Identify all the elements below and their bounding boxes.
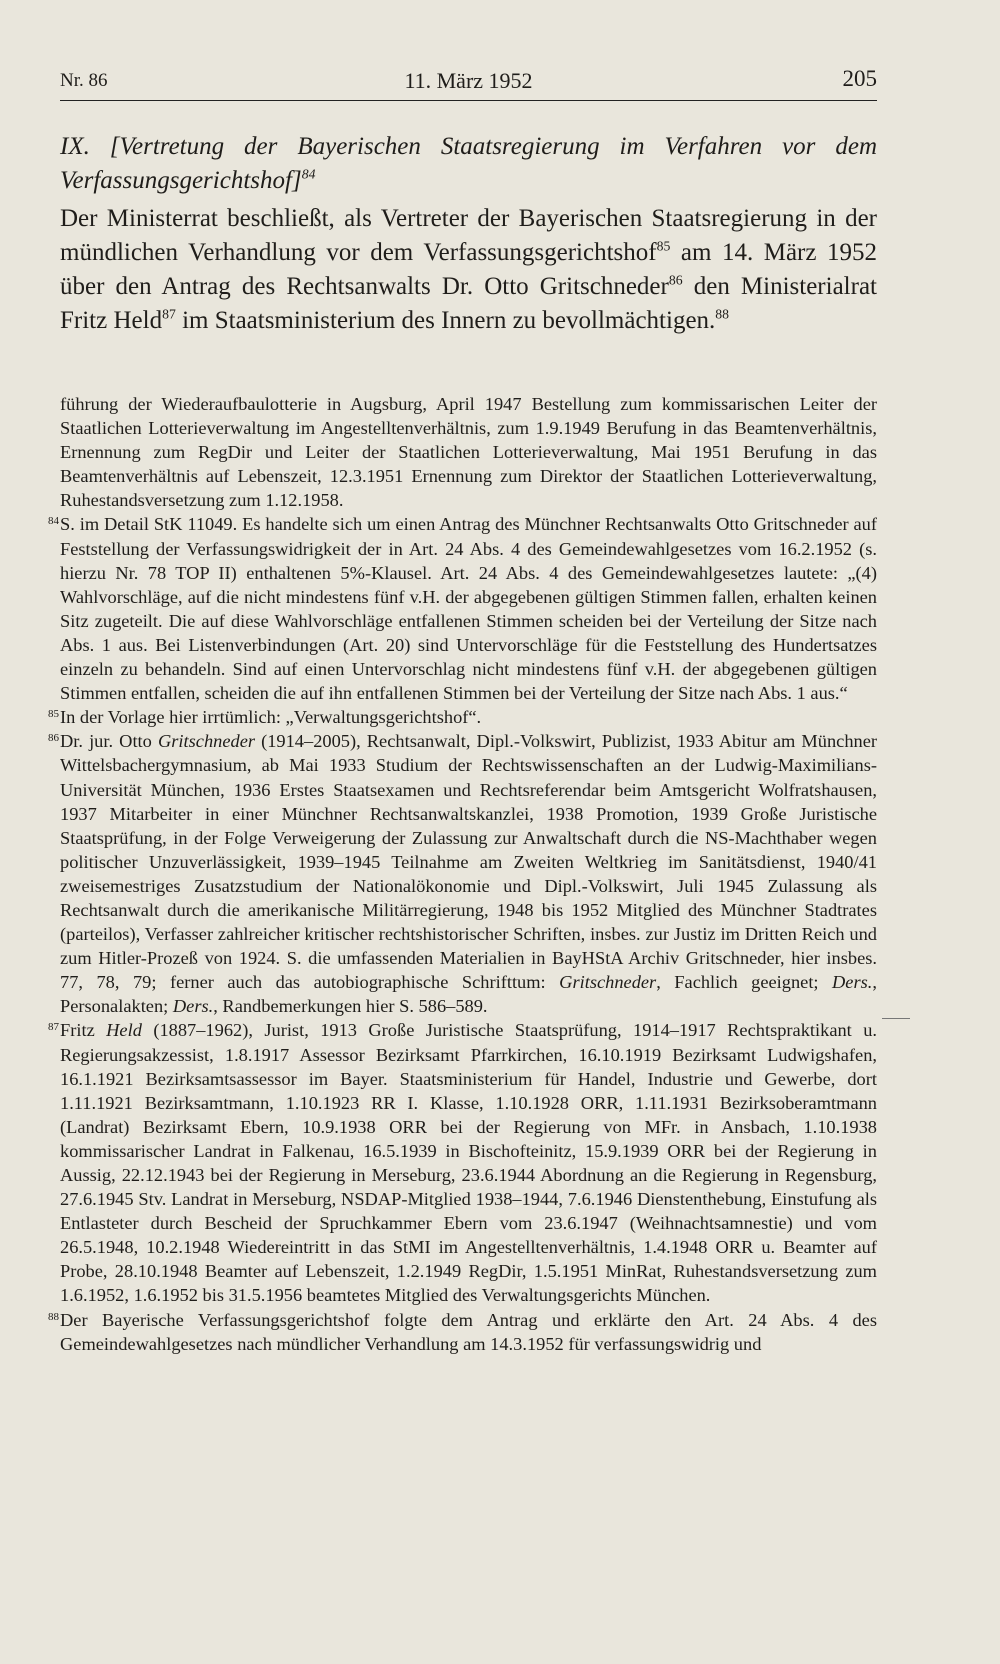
section-heading (60, 130, 877, 198)
footnote-text: S. im Detail StK 11049. Es handelte sich um einen Antrag des Münchner Rechtsanwalts Otto Gritschneder auf Feststellung der Verfassungswidrigkeit der in Art. 24 Abs. 4 des Gemeindewahlgesetzes vom 16.2.1952 (s. hierzu Nr. 78 TOP II) enthaltenen 5%-Klausel. Art. 24 Abs. 4 des Gemeindewahlgesetzes lautete: „(4) Wahlvorschläge, auf die nicht mindestens fünf v.H. der abgegebenen gültigen Stimmen fallen, erhalten keinen Sitz zugeteilt. Die auf diese Wahlvorschläge entfallenen Stimmen scheiden bei der Verteilung der Sitze nach Abs. 1 aus. Bei Listenverbindungen (Art. 20) sind Untervorschläge für die Feststellung des Hundertsatzes einzeln zu behandeln. Sind auf einen Untervorschlag nicht mindestens fünf v.H. der abgegebenen gültigen Stimmen entfallen, scheiden die auf ihn entfallenen Stimmen bei der Verteilung der Sitze nach Abs. 1 aus.“ (60, 514, 877, 704)
footnote-text: (1914–2005), Rechtsanwalt, Dipl.-Volkswirt, Publizist, 1933 Abitur am Münchner Wittelsbachergymnasium, ab Mai 1933 Studium der Rechtswissenschaften an der Ludwig-Maximilians-Universität München, 1936 Erstes Staatsexamen und Rechtsreferendar beim Amtsgericht Wolfratshausen, 1937 Mitarbeiter in einer Münchner Rechtsanwaltskanzlei, 1938 Promotion, 1939 Große Juristische Staatsprüfung, in der Folge Verweigerung der Zulassung zur Anwaltschaft durch die NS-Machthaber wegen politischer Unzuverlässigkeit, 1939–1945 Teilnahme am Zweiten Weltkrieg im Sanitätsdienst, 1940/41 zweisemestriges Zusatzstudium der Nationalökonomie und Dipl.-Volkswirt, Juli 1945 Zulassung als Rechtsanwalt durch die amerikanische Militärregierung, 1948 bis 1952 Mitglied des Münchner Stadtrates (parteilos), Verfasser zahlreicher kritischer rechtshistorischer Schriften, insbes. zur Justiz im Dritten Reich und zum Hitler-Prozeß von 1924. S. die umfassenden Materialien in BayHStA Archiv Gritschneder, hier insbes. 77, 78, 79; ferner auch das autobiographische Schrifttum: (60, 731, 877, 993)
footnote-number: 88 (48, 1310, 59, 1323)
footnote-text: Der Bayerische Verfassungsgerichtshof folgte dem Antrag und erklärte den Art. 24 Abs. 4 des Gemeindewahlgesetzes nach mündlicher Verhandlung am 14.3.1952 für verfassungswidrig und (60, 1309, 877, 1354)
resolution-paragraph (60, 202, 877, 338)
footnote-ref-86[interactable]: 86 (668, 272, 683, 288)
footnote-continuation (60, 392, 877, 512)
paragraph-text-1: Der Ministerrat beschließt, als Vertreter der Bayerischen Staatsregierung in der mündlichen Verhandlung vor dem Verfassungsgerichtshof (60, 205, 877, 266)
footnote-number: 86 (48, 732, 59, 745)
header-date: 11. März 1952 (404, 68, 533, 93)
footnote-number: 84 (48, 515, 59, 528)
document-number: Nr. 86 (60, 70, 108, 91)
paragraph-text-4: im Staatsministerium des Innern zu bevollmächtigen. (175, 307, 716, 334)
footnote-continuation-text: führung der Wiederaufbaulotterie in Augsburg, April 1947 Bestellung zum kommissarischen Leiter der Staatlichen Lotterieverwaltung im Angestelltenverhältnis, zum 1.9.1949 Berufung in das Beamtenverhältnis, Ernennung zum RegDir und Leiter der Staatlichen Lotterieverwaltung, Mai 1951 Berufung in das Beamtenverhältnis auf Lebenszeit, 12.3.1951 Ernennung zum Direktor der Staatlichen Lotterieverwaltung, Ruhestandsversetzung zum 1.12.1958. (60, 394, 877, 511)
running-header (60, 64, 877, 101)
footnote-text: , Randbemerkungen hier S. 586–589. (213, 996, 488, 1017)
footnote-ref-84[interactable]: 84 (301, 166, 316, 182)
person-name: Gritschneder (157, 731, 256, 752)
footnote-text: Dr. jur. Otto (60, 731, 158, 752)
margin-mark (882, 1018, 910, 1019)
footnote-ref-87[interactable]: 87 (162, 306, 176, 322)
author-ders: Ders. (172, 996, 214, 1017)
author-ders: Ders. (832, 972, 873, 993)
footnote-ref-85[interactable]: 85 (656, 238, 671, 254)
footnote-ref-88[interactable]: 88 (715, 306, 730, 322)
footnote-number: 85 (48, 708, 59, 721)
paragraph-text-3: den Ministerialrat Fritz Held (60, 273, 877, 334)
footnote-text: Fritz (60, 1020, 107, 1041)
footnote-85 (48, 705, 877, 729)
footnote-87 (48, 1018, 877, 1307)
footnote-86 (48, 729, 877, 1018)
footnote-84 (48, 512, 877, 705)
footnote-text: In der Vorlage hier irrtümlich: „Verwaltungsgerichtshof“. (60, 707, 482, 728)
section-heading-text: IX. [Vertretung der Bayerischen Staatsregierung im Verfahren vor dem Verfassungsgerichtshof] (60, 133, 877, 194)
page-number: 205 (842, 66, 877, 91)
footnotes (48, 392, 877, 1356)
footnote-text: (1887–1962), Jurist, 1913 Große Juristische Staatsprüfung, 1914–1917 Rechtspraktikant u. Regierungsakzessist, 1.8.1917 Assessor Bezirksamt Pfarrkirchen, 16.10.1919 Bezirksamt Ludwigshafen, 16.1.1921 Bezirksamtsassessor im Bayer. Staatsministerium für Handel, Industrie und Gewerbe, dort 1.11.1921 Bezirksamtmann, 1.10.1923 RR I. Klasse, 1.10.1928 ORR, 1.11.1931 Bezirksoberamtmann (Landrat) Bezirksamt Ebern, 10.9.1938 ORR bei der Regierung von MFr. in Ansbach, 1.10.1938 kommissarischer Landrat in Falkenau, 16.5.1939 in Bischofteinitz, 15.9.1939 ORR bei der Regierung in Aussig, 22.12.1943 bei der Regierung in Merseburg, 23.6.1944 Abordnung an die Regierung in Regensburg, 27.6.1945 Stv. Landrat in Merseburg, NSDAP-Mitglied 1938–1944, 7.6.1946 Dienstenthebung, Einstufung als Entlasteter durch Bescheid der Spruchkammer Ebern vom 23.6.1947 (Weihnachtsamnestie) und vom 26.5.1948, 10.2.1948 Wiedereintritt in das StMI im Angestelltenverhältnis, 1.4.1948 ORR u. Beamter auf Probe, 28.10.1948 Beamter auf Lebenszeit, 1.2.1949 RegDir, 1.5.1951 MinRat, Ruhestandsversetzung zum 1.6.1952, 1.6.1952 bis 31.5.1956 beamtetes Mitglied des Verwaltungsgerichts München. (60, 1020, 877, 1306)
paragraph-text-2: am 14. März 1952 über den Antrag des Rechtsanwalts Dr. Otto Gritschneder (60, 239, 877, 300)
footnote-88 (48, 1308, 877, 1356)
author-name: Gritschneder (559, 972, 657, 993)
footnote-text: , Personalakten; (60, 972, 877, 1017)
footnote-number: 87 (48, 1021, 59, 1034)
person-name: Held (106, 1020, 142, 1041)
footnote-text: , Fachlich geeignet; (656, 972, 833, 993)
